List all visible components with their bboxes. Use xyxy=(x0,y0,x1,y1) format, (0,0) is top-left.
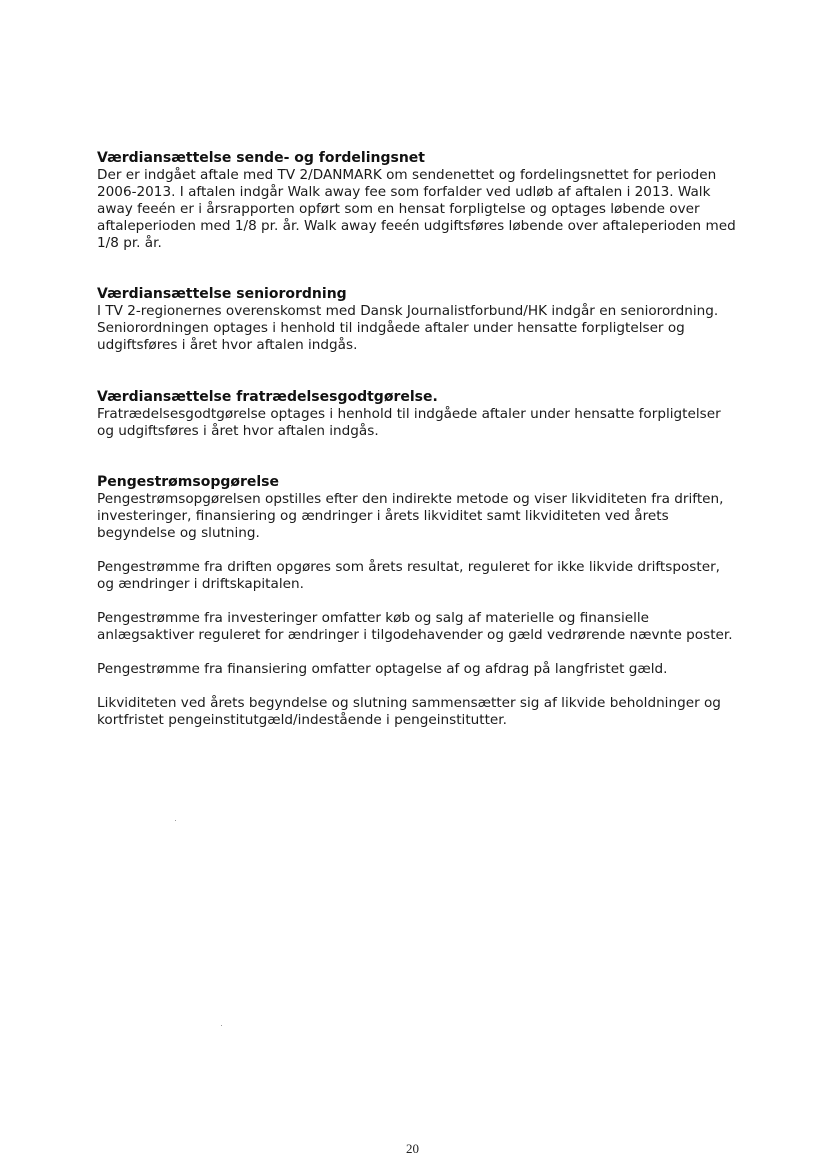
section-senior-scheme xyxy=(97,286,737,354)
section-paragraph: Der er indgået aftale med TV 2/DANMARK om sendenettet og fordelingsnettet for perioden 2006-2013. I aftalen indgår Walk away fee som forfalder ved udløb af aftalen i 2013. Walk away feeén er i årsrapporten opført som en hensat forpligtelse og optages løbende over aftaleperioden med 1/8 pr. år. Walk away feeén udgiftsføres løbende over aftaleperioden med 1/8 pr. år. xyxy=(97,167,736,251)
section-send-distribution-net xyxy=(97,150,737,252)
section-paragraph: Pengestrømme fra finansiering omfatter optagelse af og afdrag på langfristet gæld. xyxy=(97,661,668,677)
section-cash-flow-statement xyxy=(97,474,737,729)
section-heading: Værdiansættelse sende- og fordelingsnet xyxy=(97,150,425,166)
section-paragraph: Pengestrømsopgørelsen opstilles efter den indirekte metode og viser likviditeten fra driften, investeringer, finansiering og ændringer i årets likviditet samt likviditeten ved årets begyndelse og slutning. xyxy=(97,491,724,541)
section-heading: Værdiansættelse fratrædelsesgodtgørelse. xyxy=(97,389,438,405)
section-paragraph: I TV 2-regionernes overenskomst med Dansk Journalistforbund/HK indgår en seniorordning. Seniorordningen optages i henhold til indgåede aftaler under hensatte forpligtelser og udgiftsføres i året hvor aftalen indgås. xyxy=(97,303,719,353)
section-paragraph: Pengestrømme fra driften opgøres som årets resultat, reguleret for ikke likvide driftsposter, og ændringer i driftskapitalen. xyxy=(97,559,720,592)
section-severance-pay xyxy=(97,389,737,440)
scan-speck xyxy=(175,820,176,821)
document-body xyxy=(97,150,737,729)
section-heading: Pengestrømsopgørelse xyxy=(97,474,280,490)
page-number: 20 xyxy=(406,1141,419,1156)
scan-speck xyxy=(221,1025,222,1026)
section-paragraph: Likviditeten ved årets begyndelse og slutning sammensætter sig af likvide beholdninger og kortfristet pengeinstitutgæld/indestående i pengeinstitutter. xyxy=(97,695,721,728)
section-heading: Værdiansættelse seniorordning xyxy=(97,286,347,302)
section-paragraph: Fratrædelsesgodtgørelse optages i henhold til indgåede aftaler under hensatte forpligtelser og udgiftsføres i året hvor aftalen indgås. xyxy=(97,406,721,439)
section-paragraph: Pengestrømme fra investeringer omfatter køb og salg af materielle og finansielle anlægsaktiver reguleret for ændringer i tilgodehavender og gæld vedrørende nævnte poster. xyxy=(97,610,733,643)
